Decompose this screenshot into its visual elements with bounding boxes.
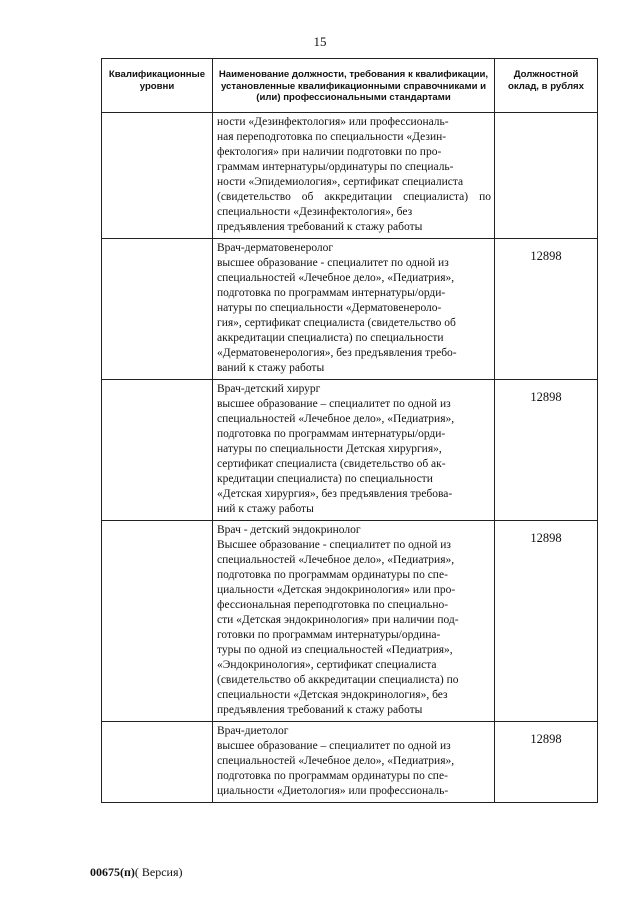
requirements-line: ности «Дезинфектология» или профессиональ- <box>217 115 449 128</box>
header-qualification-levels: Квалификационные уровни <box>102 59 213 113</box>
requirements-line: сти «Детская эндокринология» при наличии под- <box>217 613 459 626</box>
requirements-line: подготовка по программам ординатуры по спе- <box>217 769 448 782</box>
requirements-line: высшее образование – специалитет по одной из <box>217 739 451 752</box>
position-cell <box>213 721 495 802</box>
salary-cell <box>495 112 598 238</box>
requirements-line: «Эндокринология», сертификат специалиста <box>217 658 437 671</box>
requirements-line: сертификат специалиста (свидетельство об ак- <box>217 457 446 470</box>
requirements-line: специальностей «Лечебное дело», «Педиатрия», <box>217 553 455 566</box>
requirements-line: высшее образование – специалитет по одной из <box>217 397 451 410</box>
requirements-line: (свидетельство об аккредитации специалиста) по специальности «Дезинфектология», без <box>217 190 491 218</box>
requirements-line: Высшее образование - специалитет по одной из <box>217 538 451 551</box>
requirements-line: циальности «Диетология» или профессиональ- <box>217 784 449 797</box>
requirements-line: ний к стажу работы <box>217 502 314 515</box>
qualification-level-cell <box>102 520 213 721</box>
position-title: Врач-детский хирург <box>217 382 321 395</box>
requirements-line: кредитации специалиста) по специальности <box>217 472 433 485</box>
qualification-level-cell <box>102 238 213 379</box>
header-position-requirements: Наименование должности, требования к квалификации, установленные квалификационными справочниками и (или) профессиональными стандартами <box>213 59 495 113</box>
position-cell <box>213 520 495 721</box>
table-header-row <box>102 59 598 113</box>
position-cell <box>213 379 495 520</box>
position-cell <box>213 112 495 238</box>
requirements-line: подготовка по программам интернатуры/орди- <box>217 286 446 299</box>
header-salary: Должностной оклад, в рублях <box>495 59 598 113</box>
requirements-line: фессиональная переподготовка по специально- <box>217 598 449 611</box>
requirements-line: высшее образование - специалитет по одной из <box>217 256 449 269</box>
requirements-line: «Дерматовенерология», без предъявления требо- <box>217 346 457 359</box>
requirements-line: предъявления требований к стажу работы <box>217 703 423 716</box>
table-row <box>102 238 598 379</box>
requirements-line: аккредитации специалиста) по специальности <box>217 331 444 344</box>
requirements-line: специальностей «Лечебное дело», «Педиатрия», <box>217 412 455 425</box>
qualification-level-cell <box>102 112 213 238</box>
table-row <box>102 520 598 721</box>
table-row <box>102 379 598 520</box>
qualification-table <box>101 58 598 803</box>
position-cell <box>213 238 495 379</box>
position-title: Врач-дерматовенеролог <box>217 241 334 254</box>
document-code: 00675(п) <box>90 865 135 879</box>
requirements-line: готовки по программам интернатуры/ордина- <box>217 628 441 641</box>
salary-cell: 12898 <box>495 721 598 802</box>
requirements-line: натуры по специальности Детская хирургия», <box>217 442 442 455</box>
requirements-line: ная переподготовка по специальности «Дезин- <box>217 130 447 143</box>
requirements-line: «Детская хирургия», без предъявления требова- <box>217 487 453 500</box>
qualification-level-cell <box>102 379 213 520</box>
requirements-line: предъявления требований к стажу работы <box>217 220 423 233</box>
requirements-line: циальности «Детская эндокринология» или про- <box>217 583 456 596</box>
requirements-line: ности «Эпидемиология», сертификат специалиста <box>217 175 464 188</box>
requirements-line: подготовка по программам интернатуры/орди- <box>217 427 446 440</box>
requirements-line: специальности «Детская эндокринология», без <box>217 688 448 701</box>
requirements-line: гия», сертификат специалиста (свидетельство об <box>217 316 456 329</box>
document-footer <box>90 865 183 880</box>
salary-cell: 12898 <box>495 520 598 721</box>
table-row <box>102 112 598 238</box>
document-version: ( Версия) <box>134 865 183 879</box>
page-number: 15 <box>313 34 327 49</box>
salary-cell: 12898 <box>495 379 598 520</box>
requirements-line: туры по одной из специальностей «Педиатрия», <box>217 643 453 656</box>
requirements-line: натуры по специальности «Дерматовенероло- <box>217 301 442 314</box>
requirements-line: специальностей «Лечебное дело», «Педиатрия», <box>217 754 455 767</box>
position-title: Врач-диетолог <box>217 724 289 737</box>
requirements-line: ваний к стажу работы <box>217 361 325 374</box>
requirements-line: специальностей «Лечебное дело», «Педиатрия», <box>217 271 455 284</box>
requirements-line: подготовка по программам ординатуры по спе- <box>217 568 448 581</box>
qualification-level-cell <box>102 721 213 802</box>
requirements-line: (свидетельство об аккредитации специалиста) по <box>217 673 459 686</box>
table-row <box>102 721 598 802</box>
requirements-line: фектология» при наличии подготовки по про- <box>217 145 442 158</box>
position-title: Врач - детский эндокринолог <box>217 523 361 536</box>
salary-cell: 12898 <box>495 238 598 379</box>
requirements-line: граммам интернатуры/ординатуры по специаль- <box>217 160 454 173</box>
